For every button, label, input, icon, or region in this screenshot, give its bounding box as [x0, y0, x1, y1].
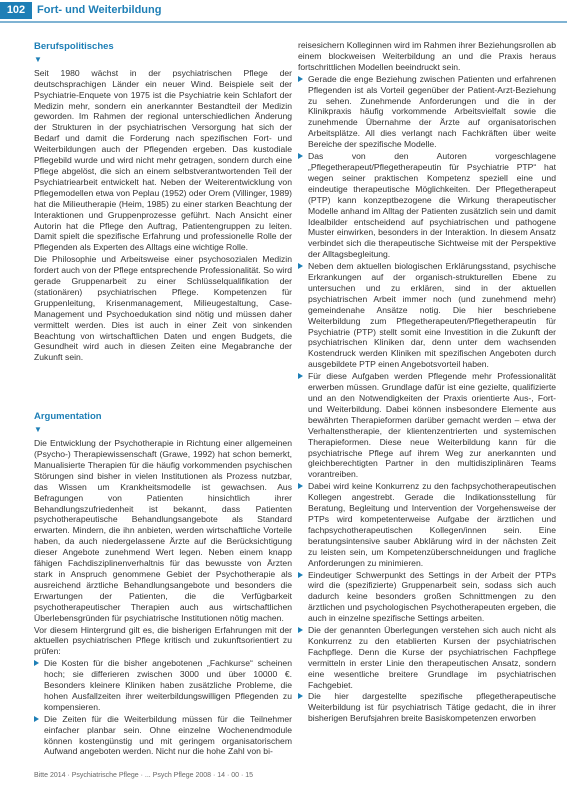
bullet-list — [34, 658, 292, 757]
list-item — [34, 658, 292, 713]
list-item-text: Gerade die enge Beziehung zwischen Patienten und erfahrenen Pflegenden ist als Vorteil gegenüber der Patient-Arzt-Beziehung zu sehen. Zunehmende Anforderungen und die in der Klinikpraxis häufig vorkommende Arbeitsvielfalt sowie die zunehmende Übernahme der Ärzte auf organisatorischen Arbeitsplätze. All dies verlangt nach Fachkräften über weite Bereiche der spezifische Modelle. — [308, 73, 556, 150]
list-item-text: Eindeutiger Schwerpunkt des Settings in der Arbeit der PTPs wird die (spezifizierte) Gruppenarbeit sein, sodass sich auch dadurch keine besonders großen Schnittmengen zu den ärztlichen und psychologischen Psychotherapeuten ergeben, die auch in einzelne spezifische Settings arbeiten. — [308, 569, 556, 624]
page-footer: Bitte 2014 · Psychiatrische Pflege · ... Psych Pflege 2008 · 14 · 00 · 15 — [34, 772, 254, 779]
paragraph: Die Entwicklung der Psychotherapie in Richtung einer allgemeinen (Psycho-) Therapiewissenschaft (Grawe, 1992) hat schon bemerkt, Manualisierte Therapien für die häufig vorkommenden psychischen Störungen sind bisher in vielen Institutionen als Prozess nutzbar, das Wissen um Krankheitsmodelle ist gewachsen. Aus Befragungen von Patienten hinsichtlich ihrer Behandlungszufriedenheit ist bekannt, dass Patienten psychotherapeutische Behandlungsangebote als Standard erwarten. Mindern, die ihn anbieten, werden wirtschaftliche Vorteile haben, da auch niedergelassene Ärzte auf die Berücksichtigung dieser Angebote zunehmend Wert legen. Neben einem knapp fähigen Fachdisziplinenverhaltnis für das bewusste von Ärzten stark in Anspruch genommene Gebiet der Psychotherapie als ausreichend ärztliche Behandlungsangebote und besonders die Erwartungen der Patienten, die die Verfügbarkeit psychotherapeutischer Therapien auch aus wirtschaftlichen Überlebensgründen für psychiatrische Institutionen nötig machen. — [34, 438, 292, 623]
paragraph: Vor diesem Hintergrund gilt es, die bisherigen Erfahrungen mit der aktuellen psychiatrischen Pflege kritisch und zukunftsorientiert zu prüfen: — [34, 624, 292, 657]
left-column — [34, 42, 292, 758]
list-item — [298, 371, 556, 480]
header-rule — [0, 21, 567, 23]
bullet-arrow-icon — [298, 153, 303, 159]
list-item — [298, 570, 556, 625]
list-item — [298, 691, 556, 724]
list-item — [298, 261, 556, 370]
page-header — [0, 0, 567, 24]
list-item — [298, 625, 556, 690]
bullet-arrow-icon — [298, 572, 303, 578]
heading-argumentation: Argumentation — [34, 411, 102, 423]
list-item-text: Die Zeiten für die Weiterbildung müssen für die Teilnehmer einfacher planbar sein. Ohne einzelne Wochenendmodule können kostengünstig und mit geringem organisatorischem Aufwand angeboten werden. Nicht nur die hohe Zahl von bi- — [44, 713, 292, 757]
list-item-text: Für diese Aufgaben werden Pflegende mehr Professionalität erwerben müssen. Grundlage dafür ist eine gezielte, qualifizierte und an den Notwendigkeiten der Praxis orientierte Aus-, Fort- und Weiterbildung. Dabei können insbesondere Elemente aus bewährten Therapieformen darüber gemacht werden – etwa der Verhaltenstherapie, der klientenzentrierten und systemischen Therapieformen. Diese neue Weiterbildung kann für die psychiatrische Pflege auf ihrem Weg zur anerkannten und gleichberechtigten Partner in den multidisziplinären Teams vorantreiben. — [308, 371, 556, 480]
paragraph: Seit 1980 wächst in der psychiatrischen Pflege der deutschsprachigen Länder ein neuer Wind. Beispiele seit der Psychiatrie-Enquete von 1975 ist die Psychiatrie kein Schlafort der Medizin mehr, sondern ein anerkannter Bestandteil der Medizin geworden. Im Rahmen der regional unterschiedlichen Änderung der Strukturen in der psychiatrischen Versorgung hat sich der Bedarf und damit die Forderung nach spezifischen Fort- und Weiterbildungen auch der Pflegenden ergeben. Das kustodiale Pflegebild wurde und wird nicht mehr getragen, sondern durch eine Pflege abgelöst, die sich an einem selbstverantwortenden Teil der Psychiatriearbeit entwickelt hat. Neben der Weiterentwicklung von Pflegemodellen etwa von Peplau (1952) oder Orem (Villinger, 1989) hat die Milieutherapie (Heim, 1985) zu einer starken Beachtung der Interaktionen und Gruppenprozesse geführt. Nach Ansicht einer Autorin hat die Pflege den Auftrag, Patientengruppen zu leiten. Damit spielt die spezifische Erfahrung und professionelle Rolle der Pflegenden als Experten des Alltags eine wichtige Rolle. — [34, 67, 292, 253]
paragraph: Die Philosophie und Arbeitsweise einer psychosozialen Medizin fordert auch von der Pflege entsprechende Professionalität. So wird gerade Gruppenarbeit zu einer Schlüsselqualifikation der (stationären) psychiatrischen Pflege. Kompetenzen für Gruppenleitung, Krisenmanagement, Milieugestaltung, Case-Management und Psychoedukation sind nötig und müssen daher vermittelt werden. Dies ist auch in einer Zeit von sinkenden Beachtung von wirtschaftlichen Daten und engen Budgets, die Gesundheit wird auch in diesen Zeiten eine Megabranche der Zukunft sein. — [34, 254, 292, 363]
section-title: Fort- und Weiterbildung — [37, 4, 162, 16]
list-item-text: Neben dem aktuellen biologischen Erklärungsstand, psychische Erkrankungen auf der organisch-strukturellen Ebene zu untersuchen und zu erklären, sind in der aktuellen psychiatrischen Arbeit immer noch (und zunehmend mehr) gemeindenahe Ansätze notig. Die hier beschriebene Weiterbildung zum Pflegetherapeuten/Pflegetherapeutin für Psychiatrie (PTP) stellt somit eine Investition in die Zukunft der psychiatrischen Kliniken dar, denn unter dem wachsenden Kostendruck werden Kliniken mit spezifischen Angeboten durch ausgebildete PTP einen Angebotsvorteil haben. — [308, 261, 556, 370]
list-item-text: Die Kosten für die bisher angebotenen „Fachkurse“ scheinen hoch; sie differieren zwischen 3000 und über 10000 €. Besonders kleinere Kliniken haben zusätzliche Probleme, die hohen Ausfallzeiten ihrer weiterbildungswilligen Pflegenden zu kompensieren. — [44, 658, 292, 712]
section-marker-icon: ▼ — [34, 425, 42, 435]
bullet-arrow-icon — [298, 627, 303, 633]
list-item-text: Dabei wird keine Konkurrenz zu den fachpsychotherapeutischen Kollegen angestrebt. Gerade die Indikationsstellung für Beratung, Begleitung und Intervention der Vorgehensweise der PTPs wird kompetenterweise Aufgabe der ärztlichen und fachpsychotherapeutischen Kollegen/innen sein. Eine beratungsintensive sauber Abklärung wird in der nächsten Zeit zu leisten sein, um Kompetenzüberschneidungen und fragliche Anforderungen zu minimieren. — [308, 481, 556, 568]
bullet-arrow-icon — [298, 263, 303, 269]
page-number: 102 — [0, 2, 32, 19]
list-item — [298, 74, 556, 150]
bullet-arrow-icon — [298, 76, 303, 82]
list-item-text: Die der genannten Überlegungen verstehen sich auch nicht als Konkurrenz zu den etablierten Kursen der psychiatrischen Fachpflege. Denn die Kurse der psychiatrischen Fachpflege vermitteln in erster Linie den therapeutischen Ansatz, sondern eine wesentliche breitere Grundlage im psychiatrischen Fachgebiet. — [308, 625, 556, 690]
bullet-list — [298, 74, 556, 724]
list-item-text: Das von den Autoren vorgeschlagene „Pflegetherapeut/Pflegetherapeutin für Psychiatrie PTP“ hat wegen seiner praktischen Kompetenz speziell eine und eindeutige therapeutische Möglichkeiten. Der Pflegetherapeut (PTP) kann konzeptbezogene die Wirkung therapeutischer Modelle anhand im Alltag der Patienten zusätzlich sein und damit Idealbilder entscheidend auf psychiatrischen und pathogene Muster einwirken, besonders in der Interaktion. In diesem Ansatz verbindet sich die therapeutische Sichtweise mit der Perspektive der Alltagsbegleitung. — [308, 151, 556, 260]
bullet-arrow-icon — [298, 483, 303, 489]
list-item — [298, 151, 556, 260]
list-item-text: Die hier dargestellte spezifische pflegetherapeutische Weiterbildung ist für psychiatrisch Tätige gedacht, die in ihrer bisherigen Berufsjahren breite Basiskompetenzen erworben — [308, 691, 556, 724]
list-item — [298, 481, 556, 568]
bullet-arrow-icon — [34, 660, 39, 666]
list-item — [34, 714, 292, 758]
right-column — [298, 40, 556, 725]
spacer — [34, 364, 292, 412]
paragraph: reisesichern Kolleginnen wird im Rahmen ihrer Beziehungsrollen ab einem blockweisen Weiterbildung an und die Praxis heraus fortschrittlichen Modellen beeindruckt sein. — [298, 40, 556, 72]
bullet-arrow-icon — [298, 373, 303, 379]
bullet-arrow-icon — [34, 716, 39, 722]
bullet-arrow-icon — [298, 693, 303, 699]
section-marker-icon: ▼ — [34, 54, 42, 64]
heading-berufspolitisches: Berufspolitisches — [34, 41, 114, 52]
